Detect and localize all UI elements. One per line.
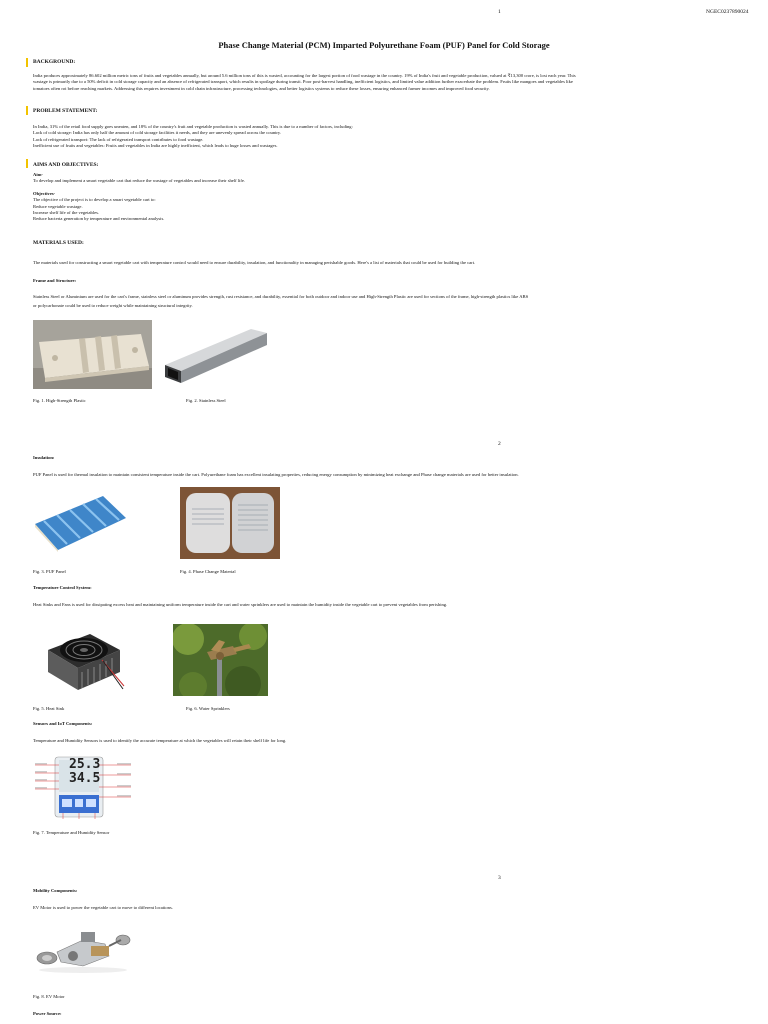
- figure-caption: Fig. 4. Phase Change Material: [180, 569, 236, 574]
- sensor-humidity-readout: 34.5: [69, 771, 101, 786]
- background-heading: BACKGROUND:: [33, 59, 76, 65]
- sensor-temperature-readout: 25.3: [69, 757, 101, 772]
- figure-caption: Fig. 7. Temperature and Humidity Sensor: [33, 830, 110, 835]
- section-accent-bar: [26, 58, 28, 67]
- aims-heading: AIMS AND OBJECTIVES:: [33, 162, 99, 168]
- frame-paragraph: Stainless Steel or Aluminium are used for the cart's frame, stainless steel or aluminum provides strength, rust resistance, and durability, essential for both outdoor and indoor use and High-Strength Plastic are used for sections of the frame, high-strength plastics like ABS or polycarbonate could be used to reduce weight while maintaining structural integrity.: [33, 294, 529, 308]
- stainless-steel-image: [163, 323, 271, 385]
- temperature-control-paragraph: Heat Sinks and Fans is used for dissipating excess heat and maintaining uniform temperature inside the cart and water sprinklers are used to maintain the humidity inside the vegetable cart to prevent vegetables from perishing.: [33, 602, 448, 607]
- frame-heading: Frame and Structure:: [33, 278, 77, 283]
- page-number: 3: [498, 875, 501, 881]
- materials-intro: The materials used for constructing a smart vegetable cart with temperature control would need to ensure durability, insulation, and functionality in managing perishable goods. Here's a list of materials that could be used for building the cart.: [33, 260, 476, 265]
- problem-heading: PROBLEM STATEMENT:: [33, 108, 98, 114]
- puf-panel-image: [33, 494, 128, 552]
- document-code: NGEC0237890024: [706, 9, 749, 15]
- section-accent-bar: [26, 106, 28, 115]
- insulation-heading: Insulation:: [33, 455, 55, 460]
- insulation-paragraph: PUF Panel is used for thermal insulation to maintain consistent temperature inside the cart. Polyurethane foam has excellent insulating properties, reducing energy consumption by minimizing heat exchange and Phase change materials are used for better insulation.: [33, 472, 519, 477]
- document-title: Phase Change Material (PCM) Imparted Polyurethane Foam (PUF) Panel for Cold Storage: [218, 40, 550, 50]
- sensors-paragraph: Temperature and Humidity Sensors is used to identify the accurate temperature at which the vegetables will retain their shelf life for long.: [33, 738, 287, 743]
- section-accent-bar: [26, 159, 28, 168]
- power-source-heading: Power Source:: [33, 1011, 62, 1016]
- figure-caption: Fig. 3. PUF Panel: [33, 569, 66, 574]
- aims-paragraph: Aim- To develop and implement a smart vegetable cart that reduce the wastage of vegetables and increase their shelf life. Objectives- The objective of the project is to develop a smart vegetable cart to: Reduce vegetable wastage. Increase shelf life of the vegetables. Reduce bacteria generation by temperature and environmental analysis.: [33, 172, 246, 222]
- temperature-control-heading: Temperature Control System:: [33, 585, 92, 590]
- sensors-heading: Sensors and IoT Components:: [33, 721, 93, 726]
- figure-caption: Fig. 2. Stainless Steel: [186, 398, 226, 403]
- figure-caption: Fig. 8. EV Motor: [33, 994, 65, 999]
- figure-caption: Fig. 5. Heat Sink: [33, 706, 65, 711]
- materials-heading: MATERIALS USED:: [33, 240, 84, 246]
- problem-paragraph: In India, 31% of the retail food supply goes uneaten, and 18% of the country's fruit and vegetable production is wasted annually. This is due to a number of factors, including: Lack of cold storage: India has only half the amount of cold storage facilities it needs, and they are unevenly spread across the country. Lack of refrigerated transport: The lack of refrigerated transport contributes to food wastage. Inefficient use of fruits and vegetables: Fruits and vegetables in India are highly inefficient, which leads to huge losses and wastages.: [33, 124, 353, 149]
- figure-caption: Fig. 1. High-Strength Plastic: [33, 398, 86, 403]
- phase-change-material-image: [180, 487, 280, 559]
- page-number: 2: [498, 441, 501, 447]
- high-strength-plastic-image: [33, 320, 152, 389]
- page-number: 1: [498, 9, 501, 15]
- mobility-heading: Mobility Components:: [33, 888, 78, 893]
- water-sprinkler-image: [173, 624, 268, 696]
- figure-caption: Fig. 6. Water Sprinklers: [186, 706, 230, 711]
- ev-motor-image: [33, 922, 131, 974]
- temperature-humidity-sensor-image: [33, 755, 133, 821]
- mobility-paragraph: EV Motor is used to power the vegetable cart to move to different locations.: [33, 905, 173, 910]
- heat-sink-image: [40, 620, 126, 694]
- background-paragraph: India produces approximately 86.602 million metric tons of fruits and vegetables annually, but around 5.6 million tons of this is wasted, accounting for the largest portion of food wastage in the country. 19% of India's fruit and vegetable production, valued at ₹13,300 crore, is lost each year. This wastage is primarily due to a 50% deficit in cold storage capacity and an absence of refrigerated transport, which results in spoilage during transit. Poor post-harvest handling, inefficient logistics, and limited value addition further exacerbate the problem. Fruits like mangoes and vegetables like tomatoes often rot before reaching markets. Addressing this requires investment in cold chain infrastructure, processing technologies, and better logistics systems to reduce these losses, ensuring enhanced farmer incomes and improved food security.: [33, 73, 576, 91]
